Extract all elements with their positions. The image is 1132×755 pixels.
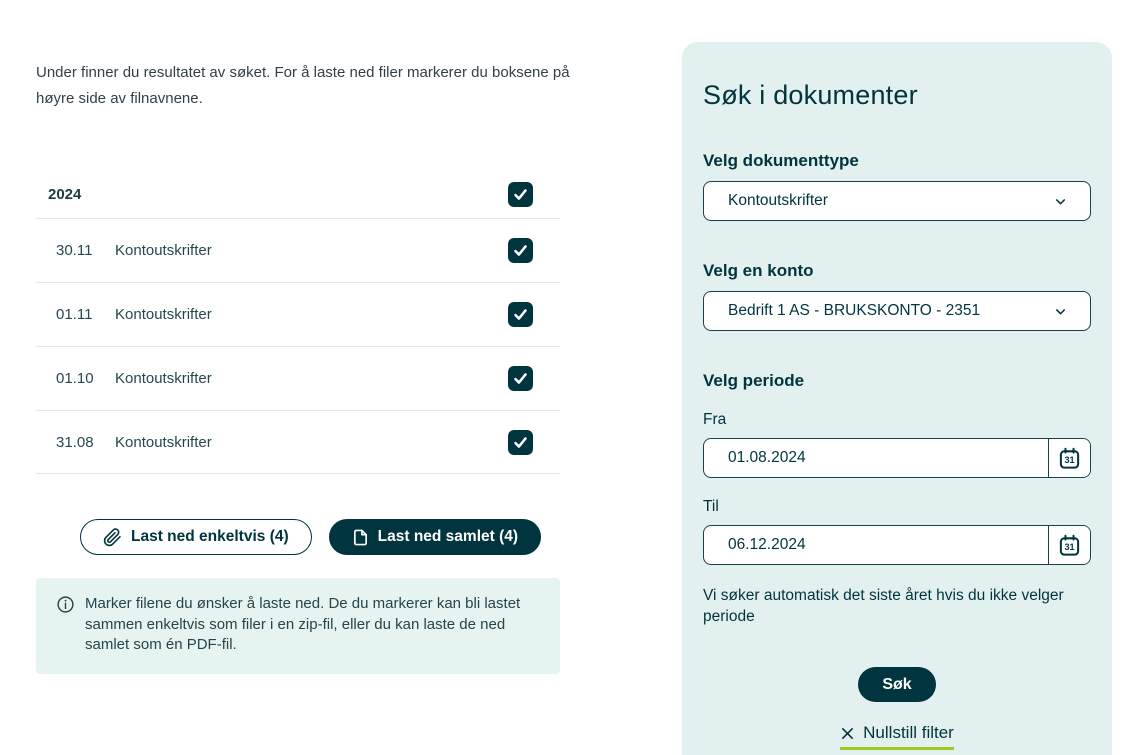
- check-icon: [513, 243, 528, 258]
- chevron-down-icon: [1053, 194, 1068, 209]
- close-icon: [840, 726, 855, 741]
- search-panel-title: Søk i dokumenter: [703, 80, 918, 110]
- download-combined-button[interactable]: [329, 519, 541, 555]
- download-actions: [80, 519, 541, 555]
- reset-filter-label: Nullstill filter: [863, 723, 954, 742]
- reset-filter-link[interactable]: [840, 723, 954, 750]
- check-icon: [513, 371, 528, 386]
- document-row: [36, 218, 560, 282]
- download-individual-label: Last ned enkeltvis (4): [131, 528, 289, 545]
- date-to-label: Til: [703, 498, 719, 515]
- date-from-input[interactable]: [704, 439, 1048, 477]
- document-type-value: Kontoutskrifter: [728, 192, 828, 209]
- document-date: 01.11: [56, 306, 93, 323]
- document-row: [36, 346, 560, 410]
- download-info-box: [36, 578, 560, 674]
- document-title: Kontoutskrifter: [115, 433, 212, 451]
- document-date: 01.10: [56, 370, 94, 387]
- search-panel: [682, 42, 1112, 755]
- document-title: Kontoutskrifter: [115, 306, 212, 323]
- document-row: [36, 410, 560, 474]
- document-checkbox[interactable]: [508, 302, 533, 327]
- results-intro-text: Under finner du resultatet av søket. For å laste ned filer markerer du boksene på høyre side av filnavnene.: [36, 64, 570, 107]
- calendar-31-icon: [1058, 447, 1081, 470]
- date-to-calendar-button[interactable]: [1048, 526, 1090, 564]
- document-checkbox[interactable]: [508, 366, 533, 391]
- document-checkbox[interactable]: [508, 430, 533, 455]
- check-icon: [513, 435, 528, 450]
- date-to-input[interactable]: [704, 526, 1048, 564]
- check-icon: [513, 307, 528, 322]
- account-value: Bedrift 1 AS - BRUKSKONTO - 2351: [728, 302, 981, 319]
- date-from-field: [703, 438, 1091, 478]
- download-info-text: Marker filene du ønsker å laste ned. De du markerer kan bli lastet sammen enkeltvis som filer i en zip-fil, eller du kan laste de ned samlet som én PDF-fil.: [85, 595, 521, 653]
- document-title: Kontoutskrifter: [115, 242, 212, 259]
- date-to-field: [703, 525, 1091, 565]
- year-group-row: [36, 170, 560, 218]
- account-label: Velg en konto: [703, 261, 814, 280]
- calendar-31-icon: [1058, 534, 1081, 557]
- period-label: Velg periode: [703, 371, 805, 390]
- paperclip-icon: [103, 528, 122, 547]
- year-group-label: 2024: [48, 185, 82, 203]
- search-button[interactable]: Søk: [858, 667, 935, 702]
- document-date: 30.11: [56, 242, 93, 259]
- svg-text:31: 31: [1064, 454, 1075, 465]
- document-checkbox[interactable]: [508, 238, 533, 263]
- download-individual-button[interactable]: [80, 519, 312, 555]
- document-type-label: Velg dokumenttype: [703, 151, 859, 170]
- file-icon: [352, 529, 369, 546]
- svg-text:31: 31: [1064, 541, 1075, 552]
- download-combined-label: Last ned samlet (4): [377, 528, 519, 545]
- select-all-checkbox[interactable]: [508, 182, 533, 207]
- check-icon: [513, 187, 528, 202]
- document-date: 31.08: [56, 433, 94, 451]
- date-from-label: Fra: [703, 411, 727, 428]
- document-type-select[interactable]: [703, 181, 1091, 221]
- document-list: [36, 170, 560, 474]
- period-helper-text: Vi søker automatisk det siste året hvis du ikke velger periode: [703, 587, 1064, 625]
- account-select[interactable]: [703, 291, 1091, 331]
- document-title: Kontoutskrifter: [115, 370, 212, 387]
- info-icon: [56, 595, 75, 614]
- date-from-calendar-button[interactable]: [1048, 439, 1090, 477]
- chevron-down-icon: [1053, 304, 1068, 319]
- document-row: [36, 282, 560, 346]
